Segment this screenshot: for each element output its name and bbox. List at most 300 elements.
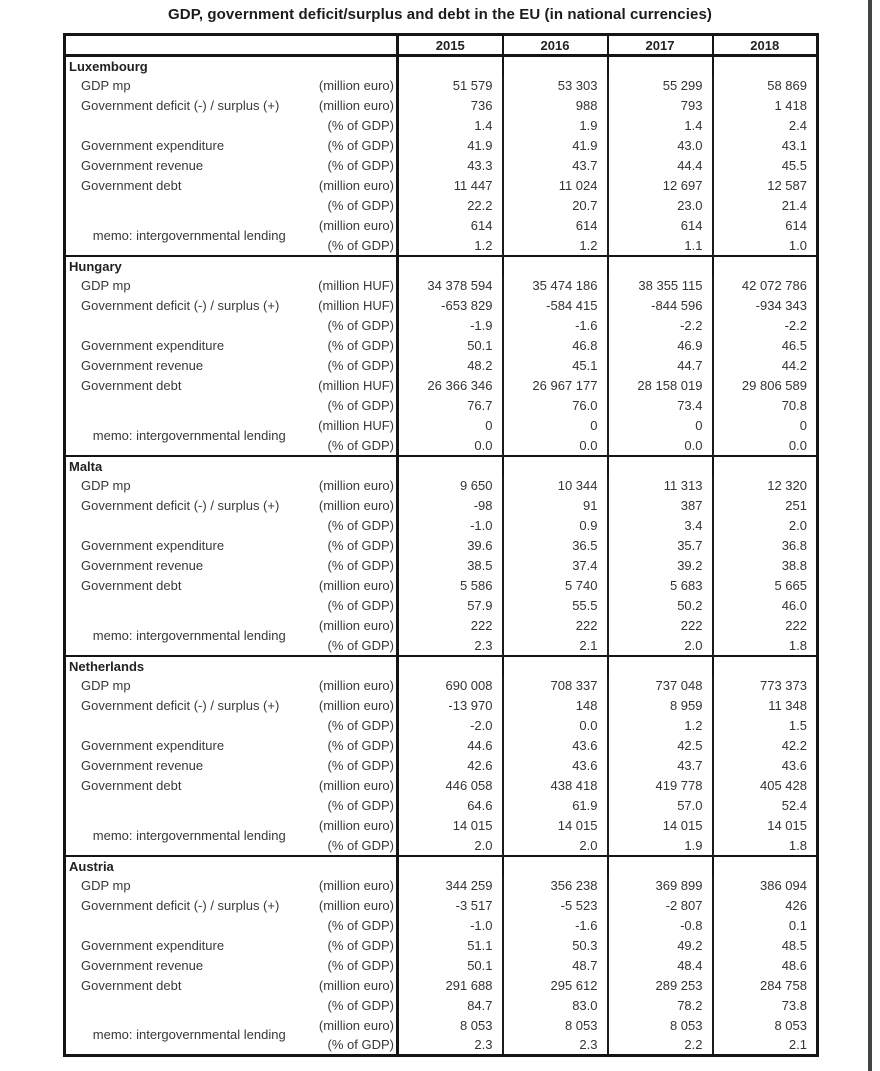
value-cell: 1.8 [713,636,818,656]
value-cell: 42.2 [713,736,818,756]
row-label: Government deficit (-) / surplus (+) [81,898,280,913]
table-row [65,556,818,576]
value-cell: 369 899 [608,876,713,896]
value-cell: 2.0 [713,516,818,536]
table-row [65,536,818,556]
table-row [65,356,818,376]
value-cell: 38 355 115 [608,276,713,296]
value-cell: 43.6 [503,736,608,756]
value-cell: 387 [608,496,713,516]
value-cell: 70.8 [713,396,818,416]
value-cell: 2.0 [398,836,503,856]
value-cell: 614 [713,216,818,236]
value-cell: 26 366 346 [398,376,503,396]
value-cell: -5 523 [503,896,608,916]
unit-label: (% of GDP) [327,598,394,613]
table-row [65,176,818,196]
unit-label: (% of GDP) [327,138,394,153]
table-row [65,416,818,436]
empty-value-cell [398,656,503,676]
value-cell: 8 053 [608,1016,713,1036]
value-cell: -934 343 [713,296,818,316]
value-cell: 295 612 [503,976,608,996]
value-cell: 5 586 [398,576,503,596]
country-header-row [65,856,818,876]
empty-value-cell [503,656,608,676]
table-row [65,616,818,636]
unit-label: (% of GDP) [327,1037,394,1053]
unit-label: (million euro) [318,698,394,713]
row-label: Government debt [81,178,182,193]
value-cell: 2.3 [398,1036,503,1056]
unit-label: (% of GDP) [327,338,394,353]
value-cell: 386 094 [713,876,818,896]
value-cell: 42.6 [398,756,503,776]
row-label: Government revenue [81,758,204,773]
unit-label: (million euro) [318,1018,394,1033]
country-name: Hungary [69,258,122,274]
value-cell: 51 579 [398,76,503,96]
value-cell: 2.2 [608,1036,713,1056]
value-cell: 614 [608,216,713,236]
value-cell: 0.0 [503,716,608,736]
table-row [65,576,818,596]
value-cell: -2.0 [398,716,503,736]
value-cell: 1.8 [713,836,818,856]
country-header-row [65,656,818,676]
table-row [65,696,818,716]
value-cell: 0.0 [503,436,608,456]
corner-cell [65,35,398,56]
value-cell: 1.0 [713,236,818,256]
row-label [65,796,305,816]
value-cell: 53 303 [503,76,608,96]
value-cell: 291 688 [398,976,503,996]
value-cell: 76.7 [398,396,503,416]
row-label [65,596,305,616]
table-row [65,196,818,216]
value-cell: 23.0 [608,196,713,216]
value-cell: 284 758 [713,976,818,996]
value-cell: -653 829 [398,296,503,316]
unit-label: (million HUF) [318,418,394,433]
table-row [65,96,818,116]
value-cell: 0 [398,416,503,436]
value-cell: 736 [398,96,503,116]
value-cell: 61.9 [503,796,608,816]
table-row [65,76,818,96]
value-cell: 21.4 [713,196,818,216]
value-cell: 41.9 [503,136,608,156]
value-cell: 1.4 [398,116,503,136]
value-cell: 48.2 [398,356,503,376]
empty-value-cell [713,656,818,676]
value-cell: 5 665 [713,576,818,596]
empty-value-cell [503,856,608,876]
value-cell: -3 517 [398,896,503,916]
value-cell: 8 053 [713,1016,818,1036]
value-cell: 26 967 177 [503,376,608,396]
value-cell: 0.0 [398,436,503,456]
value-cell: 2.3 [503,1036,608,1056]
value-cell: 356 238 [503,876,608,896]
row-label: Government deficit (-) / surplus (+) [81,698,280,713]
row-label [65,116,305,136]
row-label: memo: intergovernmental lending [92,1027,286,1043]
table-row [65,776,818,796]
country-section-hungary [65,256,818,456]
value-cell: 38.5 [398,556,503,576]
table-row [65,216,818,236]
value-cell: 289 253 [608,976,713,996]
value-cell: 55 299 [608,76,713,96]
unit-label: (% of GDP) [327,398,394,413]
value-cell: 0 [608,416,713,436]
value-cell: 73.8 [713,996,818,1016]
value-cell: 44.6 [398,736,503,756]
table-row [65,996,818,1016]
value-cell: 76.0 [503,396,608,416]
value-cell: 43.0 [608,136,713,156]
value-cell: 405 428 [713,776,818,796]
unit-label: (% of GDP) [327,998,394,1013]
country-header-row [65,256,818,276]
value-cell: 614 [503,216,608,236]
empty-value-cell [503,456,608,476]
empty-value-cell [398,856,503,876]
row-label [65,916,305,936]
value-cell: 36.8 [713,536,818,556]
value-cell: 0 [713,416,818,436]
table-row [65,816,818,836]
value-cell: 614 [398,216,503,236]
unit-label: (% of GDP) [327,958,394,973]
value-cell: 46.9 [608,336,713,356]
country-header-row [65,456,818,476]
table-row [65,516,818,536]
value-cell: -2 807 [608,896,713,916]
row-label: GDP mp [81,478,131,493]
unit-label: (million euro) [318,478,394,493]
value-cell: -1.0 [398,516,503,536]
unit-label: (million euro) [318,98,394,113]
country-section-luxembourg [65,56,818,256]
unit-label: (% of GDP) [327,938,394,953]
row-label: Government expenditure [81,138,225,153]
value-cell: 251 [713,496,818,516]
value-cell: 14 015 [608,816,713,836]
value-cell: 2.3 [398,636,503,656]
row-label: memo: intergovernmental lending [92,227,286,243]
value-cell: 419 778 [608,776,713,796]
value-cell: 0.0 [608,436,713,456]
value-cell: 222 [713,616,818,636]
empty-value-cell [608,56,713,76]
value-cell: 35 474 186 [503,276,608,296]
value-cell: -1.9 [398,316,503,336]
value-cell: 2.0 [608,636,713,656]
value-cell: 12 320 [713,476,818,496]
table-row [65,936,818,956]
value-cell: 1.5 [713,716,818,736]
value-cell: 42 072 786 [713,276,818,296]
value-cell: 14 015 [503,816,608,836]
table-row [65,716,818,736]
table-row [65,156,818,176]
value-cell: 0.9 [503,516,608,536]
value-cell: 45.5 [713,156,818,176]
value-cell: 1.2 [503,236,608,256]
value-cell: 11 447 [398,176,503,196]
value-cell: 10 344 [503,476,608,496]
value-cell: 8 959 [608,696,713,716]
empty-value-cell [398,456,503,476]
table-row [65,376,818,396]
table-row [65,316,818,336]
table-row [65,476,818,496]
table-row [65,876,818,896]
value-cell: 1.9 [608,836,713,856]
value-cell: 38.8 [713,556,818,576]
page-title: GDP, government deficit/surplus and debt in the EU (in national currencies) [168,6,712,23]
value-cell: 50.2 [608,596,713,616]
value-cell: 37.4 [503,556,608,576]
value-cell: 43.1 [713,136,818,156]
unit-label: (% of GDP) [327,538,394,553]
row-label: Government debt [81,978,182,993]
row-label: GDP mp [81,678,131,693]
country-name: Luxembourg [69,58,148,74]
unit-label: (million euro) [318,578,394,593]
value-cell: 57.9 [398,596,503,616]
value-cell: -13 970 [398,696,503,716]
value-cell: 5 683 [608,576,713,596]
row-label: GDP mp [81,878,131,893]
value-cell: 42.5 [608,736,713,756]
row-label: Government deficit (-) / surplus (+) [81,98,280,113]
value-cell: 41.9 [398,136,503,156]
value-cell: 12 697 [608,176,713,196]
value-cell: 0.1 [713,916,818,936]
row-label: GDP mp [81,78,131,93]
table-row [65,956,818,976]
table-row [65,276,818,296]
row-label: memo: intergovernmental lending [92,627,286,643]
country-section-austria [65,856,818,1056]
unit-label: (% of GDP) [327,237,394,253]
empty-value-cell [713,456,818,476]
unit-label: (million euro) [318,218,394,233]
row-label: Government expenditure [81,338,225,353]
value-cell: 737 048 [608,676,713,696]
row-label: Government debt [81,578,182,593]
table-row [65,676,818,696]
value-cell: 57.0 [608,796,713,816]
row-label [65,716,305,736]
row-label: Government expenditure [81,538,225,553]
value-cell: -1.0 [398,916,503,936]
value-cell: 64.6 [398,796,503,816]
unit-label: (million euro) [318,178,394,193]
row-label [65,196,305,216]
empty-value-cell [503,256,608,276]
value-cell: 48.6 [713,956,818,976]
value-cell: 14 015 [398,816,503,836]
value-cell: 48.5 [713,936,818,956]
value-cell: 43.7 [608,756,713,776]
table-header [65,35,818,56]
row-label: memo: intergovernmental lending [92,427,286,443]
value-cell: 20.7 [503,196,608,216]
value-cell: 49.2 [608,936,713,956]
value-cell: 46.5 [713,336,818,356]
empty-value-cell [608,456,713,476]
unit-label: (% of GDP) [327,637,394,653]
value-cell: 1.9 [503,116,608,136]
value-cell: 12 587 [713,176,818,196]
unit-label: (% of GDP) [327,798,394,813]
value-cell: 1.1 [608,236,713,256]
table-row [65,596,818,616]
row-label: Government deficit (-) / surplus (+) [81,298,280,313]
empty-value-cell [608,856,713,876]
unit-label: (million euro) [318,818,394,833]
value-cell: 55.5 [503,596,608,616]
row-label: Government revenue [81,558,204,573]
row-label [65,396,305,416]
unit-label: (% of GDP) [327,518,394,533]
row-label: Government expenditure [81,738,225,753]
value-cell: 39.6 [398,536,503,556]
year-header: 2016 [503,35,608,56]
value-cell: 8 053 [398,1016,503,1036]
value-cell: 50.1 [398,956,503,976]
value-cell: 50.1 [398,336,503,356]
value-cell: 3.4 [608,516,713,536]
value-cell: 91 [503,496,608,516]
row-label [65,516,305,536]
table-row [65,296,818,316]
unit-label: (million euro) [318,618,394,633]
value-cell: 1.2 [608,716,713,736]
country-section-netherlands [65,656,818,856]
value-cell: 34 378 594 [398,276,503,296]
value-cell: 51.1 [398,936,503,956]
value-cell: -0.8 [608,916,713,936]
year-header: 2017 [608,35,713,56]
unit-label: (% of GDP) [327,718,394,733]
value-cell: 39.2 [608,556,713,576]
value-cell: 708 337 [503,676,608,696]
unit-label: (million euro) [318,78,394,93]
value-cell: 426 [713,896,818,916]
value-cell: 45.1 [503,356,608,376]
table-row [65,756,818,776]
value-cell: 84.7 [398,996,503,1016]
table-row [65,976,818,996]
row-label: memo: intergovernmental lending [92,827,286,843]
value-cell: -98 [398,496,503,516]
country-name: Austria [69,858,114,874]
unit-label: (million HUF) [318,278,394,293]
unit-label: (% of GDP) [327,318,394,333]
value-cell: 690 008 [398,676,503,696]
value-cell: 988 [503,96,608,116]
unit-label: (% of GDP) [327,158,394,173]
unit-label: (% of GDP) [327,118,394,133]
value-cell: -1.6 [503,916,608,936]
value-cell: 46.8 [503,336,608,356]
value-cell: -1.6 [503,316,608,336]
value-cell: 43.6 [503,756,608,776]
value-cell: 222 [398,616,503,636]
value-cell: 46.0 [713,596,818,616]
value-cell: 2.1 [713,1036,818,1056]
year-header: 2015 [398,35,503,56]
value-cell: 78.2 [608,996,713,1016]
country-header-row [65,56,818,76]
unit-label: (% of GDP) [327,738,394,753]
country-section-malta [65,456,818,656]
row-label: Government revenue [81,158,204,173]
value-cell: 1.2 [398,236,503,256]
value-cell: 9 650 [398,476,503,496]
empty-value-cell [398,56,503,76]
value-cell: 438 418 [503,776,608,796]
empty-value-cell [608,256,713,276]
row-label: Government debt [81,778,182,793]
empty-value-cell [398,256,503,276]
value-cell: 2.0 [503,836,608,856]
value-cell: 11 024 [503,176,608,196]
value-cell: 43.3 [398,156,503,176]
value-cell: 36.5 [503,536,608,556]
value-cell: 148 [503,696,608,716]
unit-label: (million HUF) [318,378,394,393]
row-label: Government revenue [81,958,204,973]
unit-label: (% of GDP) [327,558,394,573]
empty-value-cell [503,56,608,76]
value-cell: 11 348 [713,696,818,716]
row-label [65,316,305,336]
value-cell: 48.4 [608,956,713,976]
unit-label: (million euro) [318,898,394,913]
value-cell: 44.2 [713,356,818,376]
value-cell: 446 058 [398,776,503,796]
page-edge-line [868,0,872,1071]
value-cell: 73.4 [608,396,713,416]
value-cell: 22.2 [398,196,503,216]
table-row [65,896,818,916]
value-cell: 0.0 [713,436,818,456]
value-cell: 83.0 [503,996,608,1016]
value-cell: 28 158 019 [608,376,713,396]
value-cell: 773 373 [713,676,818,696]
value-cell: 35.7 [608,536,713,556]
table-row [65,116,818,136]
country-name: Netherlands [69,658,145,674]
table-row [65,496,818,516]
unit-label: (% of GDP) [327,198,394,213]
unit-label: (% of GDP) [327,358,394,373]
value-cell: 8 053 [503,1016,608,1036]
unit-label: (million euro) [318,678,394,693]
unit-label: (million euro) [318,978,394,993]
value-cell: 344 259 [398,876,503,896]
value-cell: 58 869 [713,76,818,96]
unit-label: (million euro) [318,498,394,513]
value-cell: 0 [503,416,608,436]
